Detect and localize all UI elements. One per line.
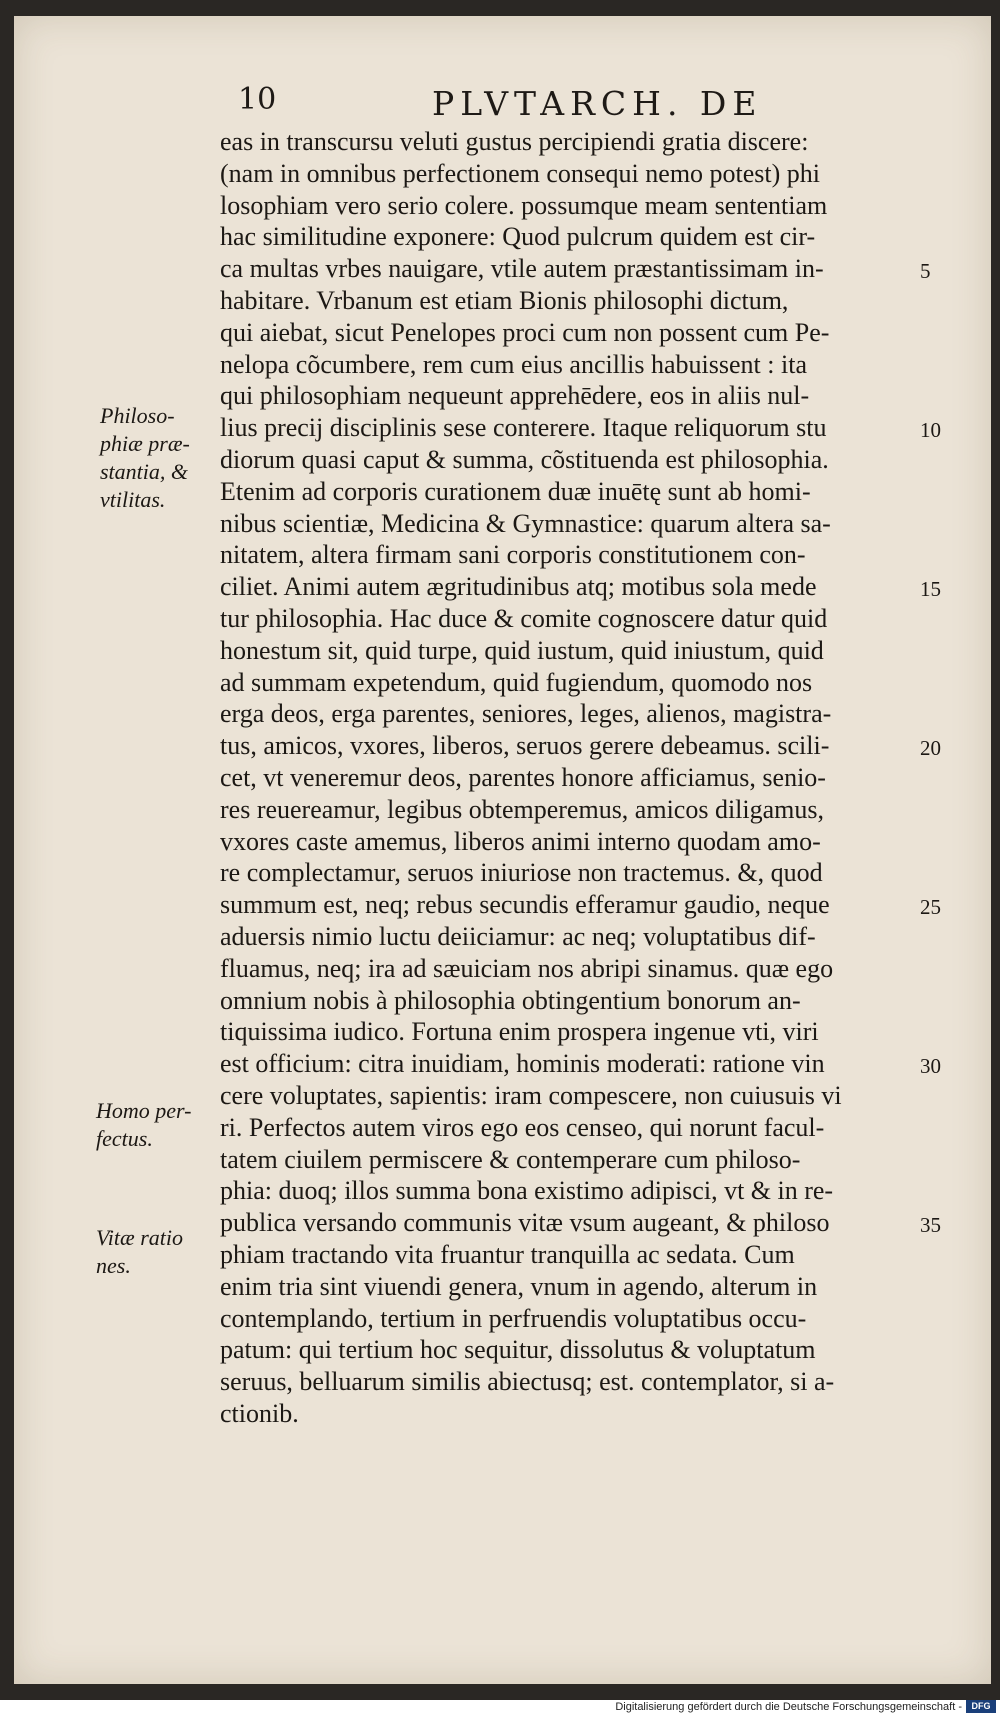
text-line: patum: qui tertium hoc sequitur, dissolutus & voluptatum bbox=[220, 1335, 816, 1365]
margin-note-ways-of-life bbox=[96, 1224, 183, 1280]
text-line: ctionib. bbox=[220, 1399, 299, 1428]
margin-note-line: phiæ præ- bbox=[100, 431, 190, 456]
text-line: ca multas vrbes nauigare, vtile autem præstantissimam in- bbox=[220, 254, 824, 284]
line-number: 35 bbox=[920, 1213, 941, 1238]
margin-note-line: Homo per- bbox=[96, 1098, 192, 1123]
text-line: qui aiebat, sicut Penelopes proci cum non possent cum Pe- bbox=[220, 317, 830, 347]
text-line: ad summam expetendum, quid fugiendum, quomodo nos bbox=[220, 667, 813, 697]
text-line: nelopa cõcumbere, rem cum eius ancillis habuissent : ita bbox=[220, 349, 807, 379]
margin-note-line: stantia, & bbox=[100, 459, 189, 484]
funding-credit: Digitalisierung gefördert durch die Deutsche Forschungsgemeinschaft - bbox=[615, 1701, 962, 1713]
text-line: Etenim ad corporis curationem duæ inuētę sunt ab homi- bbox=[220, 476, 811, 506]
margin-note-line: fectus. bbox=[96, 1126, 153, 1151]
text-line: est officium: citra inuidiam, hominis moderati: ratione vin bbox=[220, 1049, 825, 1079]
text-line: qui philosophiam nequeunt apprehēdere, eos in aliis nul- bbox=[220, 381, 810, 411]
margin-note-line: Philoso- bbox=[100, 403, 175, 428]
running-title: PLVTARCH. DE bbox=[432, 84, 763, 123]
text-line: (nam in omnibus perfectionem consequi nemo potest) phi bbox=[220, 158, 821, 188]
text-line: contemplando, tertium in perfruendis voluptatibus occu- bbox=[220, 1303, 807, 1333]
margin-note-perfect-man bbox=[96, 1097, 192, 1153]
text-line: tus, amicos, vxores, liberos, seruos gerere debeamus. scili- bbox=[220, 731, 830, 761]
running-head bbox=[230, 80, 770, 128]
text-line: omnium nobis à philosophia obtingentium bonorum an- bbox=[220, 985, 801, 1015]
text-line: nitatem, altera firmam sani corporis constitutionem con- bbox=[220, 540, 806, 570]
line-number: 20 bbox=[920, 736, 941, 761]
text-line: tiquissima iudico. Fortuna enim prospera ingenue vti, viri bbox=[220, 1017, 819, 1047]
text-line: cet, vt veneremur deos, parentes honore afficiamus, senio- bbox=[220, 763, 826, 792]
text-line: tur philosophia. Hac duce & comite cognoscere datur quid bbox=[220, 604, 828, 633]
text-line: tatem ciuilem permiscere & contemperare cum philoso- bbox=[220, 1144, 801, 1174]
text-line: ri. Perfectos autem viros ego eos censeo, qui norunt facul- bbox=[220, 1112, 825, 1142]
line-number: 10 bbox=[920, 418, 941, 443]
text-line: habitare. Vrbanum est etiam Bionis philosophi dictum, bbox=[220, 286, 789, 315]
margin-note-line: nes. bbox=[96, 1253, 131, 1278]
text-line: diorum quasi caput & summa, cõstituenda est philosophia. bbox=[220, 445, 829, 474]
text-line: losophiam vero serio colere. possumque meam sententiam bbox=[220, 190, 828, 220]
page-number: 10 bbox=[238, 82, 277, 117]
text-line: honestum sit, quid turpe, quid iustum, quid iniustum, quid bbox=[220, 635, 824, 665]
dfg-logo: DFG bbox=[966, 1700, 996, 1713]
text-line: summum est, neq; rebus secundis efferamur gaudio, neque bbox=[220, 890, 830, 920]
line-number: 25 bbox=[920, 895, 941, 920]
text-line: hac similitudine exponere: Quod pulcrum quidem est cir- bbox=[220, 222, 816, 252]
margin-note-line: Vitæ ratio bbox=[96, 1225, 183, 1250]
line-number: 30 bbox=[920, 1054, 941, 1079]
text-line: lius precij disciplinis sese conterere. Itaque reliquorum stu bbox=[220, 413, 827, 443]
text-line: res reuereamur, legibus obtemperemus, amicos diligamus, bbox=[220, 794, 825, 824]
text-line: ciliet. Animi autem ægritudinibus atq; motibus sola mede bbox=[220, 572, 817, 602]
text-line: seruus, belluarum similis abiectusq; est. contemplator, si a- bbox=[220, 1367, 835, 1397]
text-line: enim tria sint viuendi genera, vnum in agendo, alterum in bbox=[220, 1271, 818, 1301]
text-line: vxores caste amemus, liberos animi interno quodam amo- bbox=[220, 826, 821, 856]
text-line: re complectamur, seruos iniuriose non tractemus. &, quod bbox=[220, 858, 823, 888]
margin-note-line: vtilitas. bbox=[100, 487, 166, 512]
text-line: publica versando communis vitæ vsum augeant, & philoso bbox=[220, 1208, 830, 1238]
text-line: phiam tractando vita fruantur tranquilla ac sedata. Cum bbox=[220, 1240, 795, 1269]
margin-note-philosophy-excellence bbox=[100, 402, 190, 514]
text-line: erga deos, erga parentes, seniores, leges, alienos, magistra- bbox=[220, 699, 832, 729]
line-number: 5 bbox=[920, 259, 931, 284]
text-line: nibus scientiæ, Medicina & Gymnastice: quarum altera sa- bbox=[220, 508, 831, 538]
text-line: eas in transcursu veluti gustus percipiendi gratia discere: bbox=[220, 127, 809, 156]
text-line: aduersis nimio luctu deiiciamur: ac neq; voluptatibus dif- bbox=[220, 922, 816, 951]
text-line: cere voluptates, sapientis: iram compescere, non cuiusuis vi bbox=[220, 1081, 842, 1110]
line-number: 15 bbox=[920, 577, 941, 602]
text-line: phia: duoq; illos summa bona existimo adipisci, vt & in re- bbox=[220, 1176, 834, 1206]
text-line: fluamus, neq; ira ad sæuiciam nos abripi sinamus. quæ ego bbox=[220, 953, 834, 983]
